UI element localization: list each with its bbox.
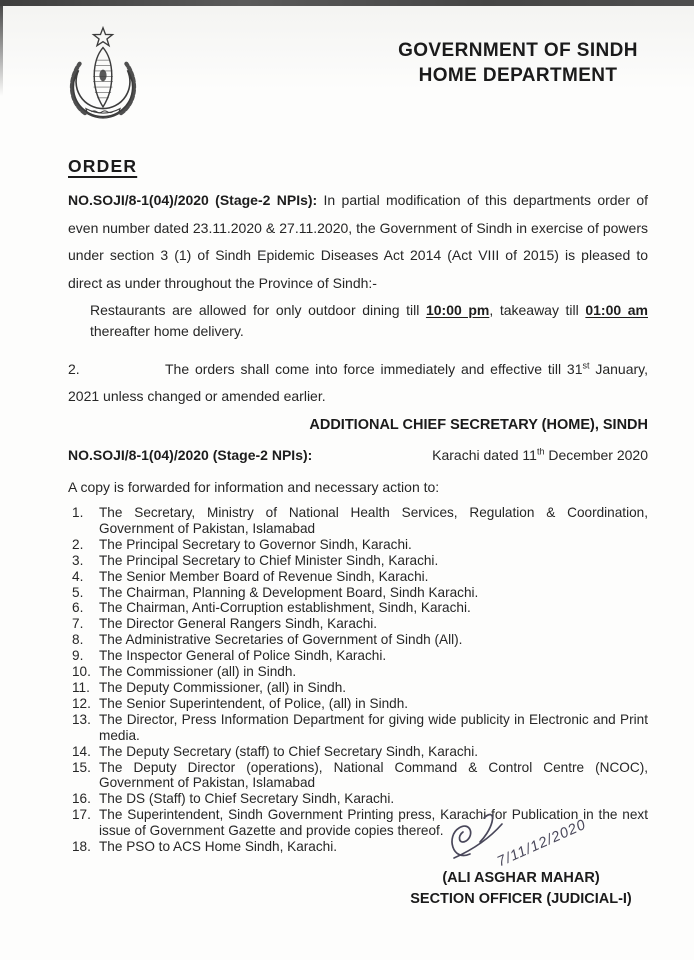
forwarding-note: A copy is forwarded for information and necessary action to: <box>68 479 440 495</box>
order-paragraph <box>68 187 648 297</box>
date-text: Karachi dated 11 <box>432 447 537 463</box>
recipient-item: The Senior Member Board of Revenue Sindh, Karachi. <box>99 568 429 584</box>
recipient-item: The Inspector General of Police Sindh, Karachi. <box>99 648 387 664</box>
recipient-item: The Deputy Secretary (staff) to Chief Secretary Sindh, Karachi. <box>99 743 479 759</box>
recipient-item: The Chairman, Planning & Development Board, Sindh Karachi. <box>99 584 479 600</box>
sindh-government-emblem-icon <box>57 26 149 132</box>
recipient-item: The Director, Press Information Department for giving wide publicity in Electronic and Print media. <box>99 711 648 743</box>
recipient-item: The Deputy Commissioner, (all) in Sindh. <box>99 679 347 695</box>
recipient-item: The Senior Superintendent, of Police, (all) in Sindh. <box>99 695 409 711</box>
recipient-item: The Superintendent, Sindh Government Printing press, Karachi for Publication in the next issue of Government Gazette and provide copies thereof. <box>99 807 648 839</box>
recipient-item: The Principal Secretary to Governor Sindh, Karachi. <box>99 536 412 552</box>
signatory-designation: SECTION OFFICER (JUDICIAL-I) <box>410 891 632 907</box>
order-heading: ORDER <box>68 156 138 176</box>
paragraph-text: The orders shall come into force immediately and effective till 31 <box>165 361 583 377</box>
recipient-item: The PSO to ACS Home Sindh, Karachi. <box>99 839 338 855</box>
order-reference-number: NO.SOJI/8-1(04)/2020 (Stage-2 NPIs): <box>68 192 318 208</box>
document-header <box>0 0 694 132</box>
date-text: December 2020 <box>544 447 648 463</box>
signatory-name: (ALI ASGHAR MAHAR) <box>442 870 600 886</box>
handwritten-signature <box>440 798 606 874</box>
department-name: HOME DEPARTMENT <box>418 65 618 86</box>
recipient-item: The Administrative Secretaries of Government of Sindh (All). <box>99 632 463 648</box>
reference-line <box>68 447 648 463</box>
dining-time-limit: 10:00 pm <box>425 302 490 318</box>
recipient-item: The Chairman, Anti-Corruption establishment, Sindh, Karachi. <box>99 600 471 616</box>
recipient-item: The Principal Secretary to Chief Minister Sindh, Karachi. <box>99 552 439 568</box>
organization-name: GOVERNMENT OF SINDH <box>398 40 638 61</box>
recipient-item: The Commissioner (all) in Sindh. <box>99 664 297 680</box>
order-paragraph-text: In partial modification of this departments order of even number dated 23.11.2020 & 27.11.2020, the Government of Sindh in exercise of powers under section 3 (1) of Sindh Epidemic Diseases Act 2014 (Act VIII of 2015) is pleased to direct as under throughout the Province of Sindh:- <box>68 192 649 291</box>
clause-text: thereafter home delivery. <box>90 323 244 339</box>
recipient-item: The DS (Staff) to Chief Secretary Sindh, Karachi. <box>99 791 395 807</box>
ordinal-suffix: st <box>582 360 590 371</box>
document-body <box>0 132 694 855</box>
issuing-authority: ADDITIONAL CHIEF SECRETARY (HOME), SINDH <box>309 417 648 433</box>
signatory-block <box>392 868 650 910</box>
reference-number: NO.SOJI/8-1(04)/2020 (Stage-2 NPIs): <box>68 447 313 463</box>
clause-text: , takeaway till <box>489 302 586 318</box>
paragraph-text: January, 2021 unless changed or amended earlier. <box>68 361 648 404</box>
signature-date-scribble: 7/11/12/2020 <box>494 816 589 871</box>
recipient-item: The Secretary, Ministry of National Health Services, Regulation & Coordination, Government of Pakistan, Islamabad <box>99 505 648 536</box>
place-and-date <box>432 447 648 463</box>
effective-date-paragraph <box>68 356 648 410</box>
recipient-item: The Deputy Director (operations), National Command & Control Centre (NCOC), Government of Pakistan, Islamabad <box>99 759 648 791</box>
restaurant-clause <box>90 300 648 342</box>
clause-text: Restaurants are allowed for only outdoor dining till <box>90 302 426 318</box>
department-title-block <box>380 38 656 88</box>
paragraph-number: 2. <box>68 361 80 377</box>
recipient-item: The Director General Rangers Sindh, Karachi. <box>99 616 378 632</box>
takeaway-time-limit: 01:00 am <box>585 302 648 318</box>
ordinal-suffix: th <box>536 446 545 457</box>
